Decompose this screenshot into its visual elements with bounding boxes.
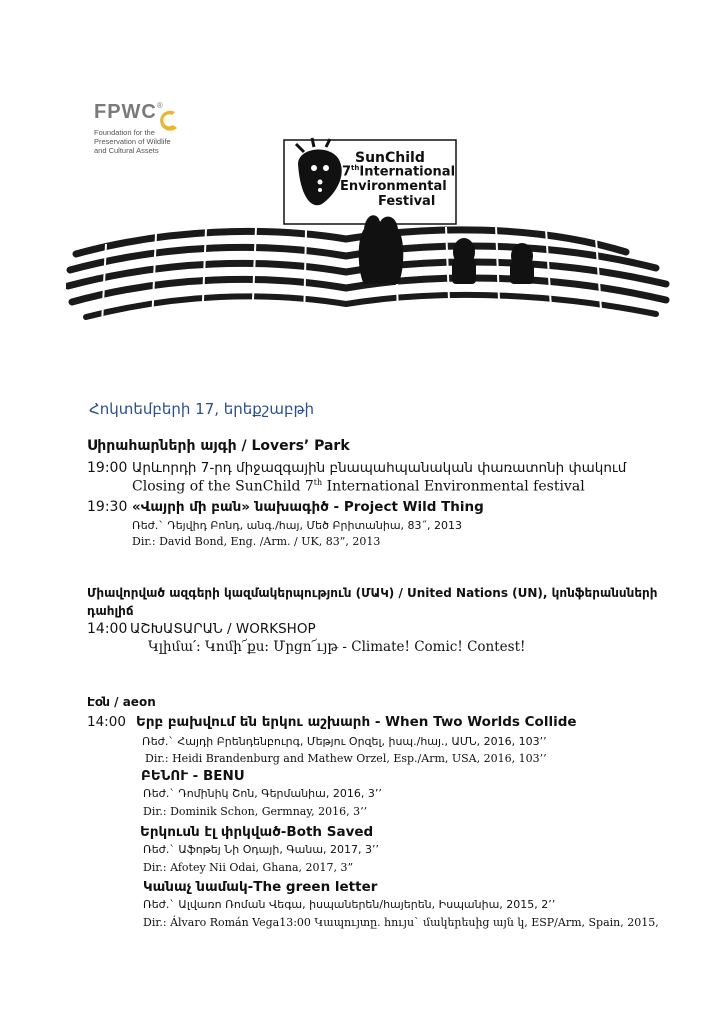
- closing-en-a: Closing of the SunChild 7: [132, 478, 314, 495]
- bear-figure-icon: [359, 215, 404, 284]
- film-dir-hy-both-saved: Ռեժ.` Աֆոթեյ Նի Օդայի, Գանա, 2017, 3’’: [143, 843, 380, 856]
- film-dir-hy-green-letter: Ռեժ.` Ալվառո Ռոման Վեգա, իսպաներեն/հայերեն, Իսպանիա, 2015, 2’’: [143, 898, 556, 911]
- logo-brand: [94, 101, 164, 124]
- film-title-two-worlds: Երբ բախվում են երկու աշխարհ - When Two Worlds Collide: [136, 714, 577, 730]
- event-title-closing-en: [132, 478, 585, 495]
- event-time-1900: 19:00: [87, 460, 128, 476]
- venue-aeon: Էօն / aeon: [87, 695, 156, 709]
- logo-line-2: Preservation of Wildlife: [94, 137, 171, 146]
- film-dir-hy-wild-thing: Ռեժ.` Դեյվիդ Բոնդ, անգ./հայ, Մեծ Բրիտանիա, 83˝, 2013: [132, 519, 463, 532]
- venue-lovers-park: Սիրահարների այգի / Lovers’ Park: [87, 438, 350, 454]
- film-dir-hy-benu: Ռեժ.` Դոմինիկ Շոն, Գերմանիա, 2016, 3’’: [143, 787, 382, 800]
- event-title-closing-hy: Արևորդի 7-րդ միջազգային բնապահպանական փառատոնի փակում: [132, 460, 627, 476]
- closing-en-sup: th: [313, 478, 323, 487]
- film-title-green-letter: Կանաչ նամակ-The green letter: [143, 879, 378, 895]
- event-time-1400-aeon: 14:00: [87, 714, 126, 730]
- film-dir-en-both-saved: Dir.: Afotey Nii Odai, Ghana, 2017, 3”: [143, 861, 354, 874]
- film-dir-en-green-letter: Dir.: Álvaro Román Vega13:00 Կապույտը. հույս` մակերեսից այն կ, ESP/Arm, Spain, 2015,: [143, 916, 659, 929]
- film-title-benu: ԲԵՆՈՒ - BENU: [141, 768, 245, 784]
- banner-line-4: Festival: [378, 194, 436, 209]
- logo-brand-text: FPWC: [94, 101, 157, 123]
- banner-international: International: [359, 164, 456, 180]
- film-dir-en-benu: Dir.: Dominik Schon, Germnay, 2016, 3’’: [143, 805, 368, 818]
- film-dir-en-wild-thing: Dir.: David Bond, Eng. /Arm. / UK, 83”, 2013: [132, 535, 381, 548]
- banner-num: 7: [342, 164, 352, 180]
- venue-un-line-1: Միավորված ազգերի կազմակերպություն (ՄԱԿ) / United Nations (UN), կոնֆերանսների: [87, 586, 658, 600]
- logo-line-3: and Cultural Assets: [94, 146, 159, 155]
- banner-sup: th: [351, 164, 360, 172]
- workshop-subtitle: Կլիմա՛: Կոմի՜քս: Մրցո՜ւյթ - Climate! Comic! Contest!: [148, 639, 526, 655]
- banner-line-2: [342, 164, 455, 179]
- film-dir-en-two-worlds: Dir.: Heidi Brandenburg and Mathew Orzel, Esp./Arm, USA, 2016, 103’’: [145, 752, 547, 765]
- banner-line-1: SunChild: [355, 150, 425, 166]
- event-date: Հոկտեմբերի 17, երեքշաբթի: [89, 400, 315, 418]
- closing-en-b: International Environmental festival: [322, 478, 585, 495]
- logo-reg-mark: ®: [156, 101, 164, 110]
- workshop-title: ԱՇԽԱՏԱՐԱՆ / WORKSHOP: [130, 621, 316, 637]
- venue-un-line-2: դահլիճ: [87, 604, 134, 618]
- film-dir-hy-two-worlds: Ռեժ.` Հայդի Բրենդենբուրգ, Մեթյու Օրզել, իսպ./հայ., ԱՄՆ, 2016, 103’’: [142, 735, 547, 748]
- logo-swoosh-icon: [155, 108, 181, 134]
- banner-line-3: Environmental: [340, 179, 447, 194]
- film-title-wild-thing: «Վայրի մի բան» նախագիծ - Project Wild Thing: [132, 499, 484, 515]
- film-title-both-saved: Երկուսն էլ փրկված-Both Saved: [140, 824, 374, 840]
- event-time-1400-un: 14:00: [87, 621, 128, 637]
- logo-line-1: Foundation for the: [94, 128, 155, 137]
- event-time-1930: 19:30: [87, 499, 128, 515]
